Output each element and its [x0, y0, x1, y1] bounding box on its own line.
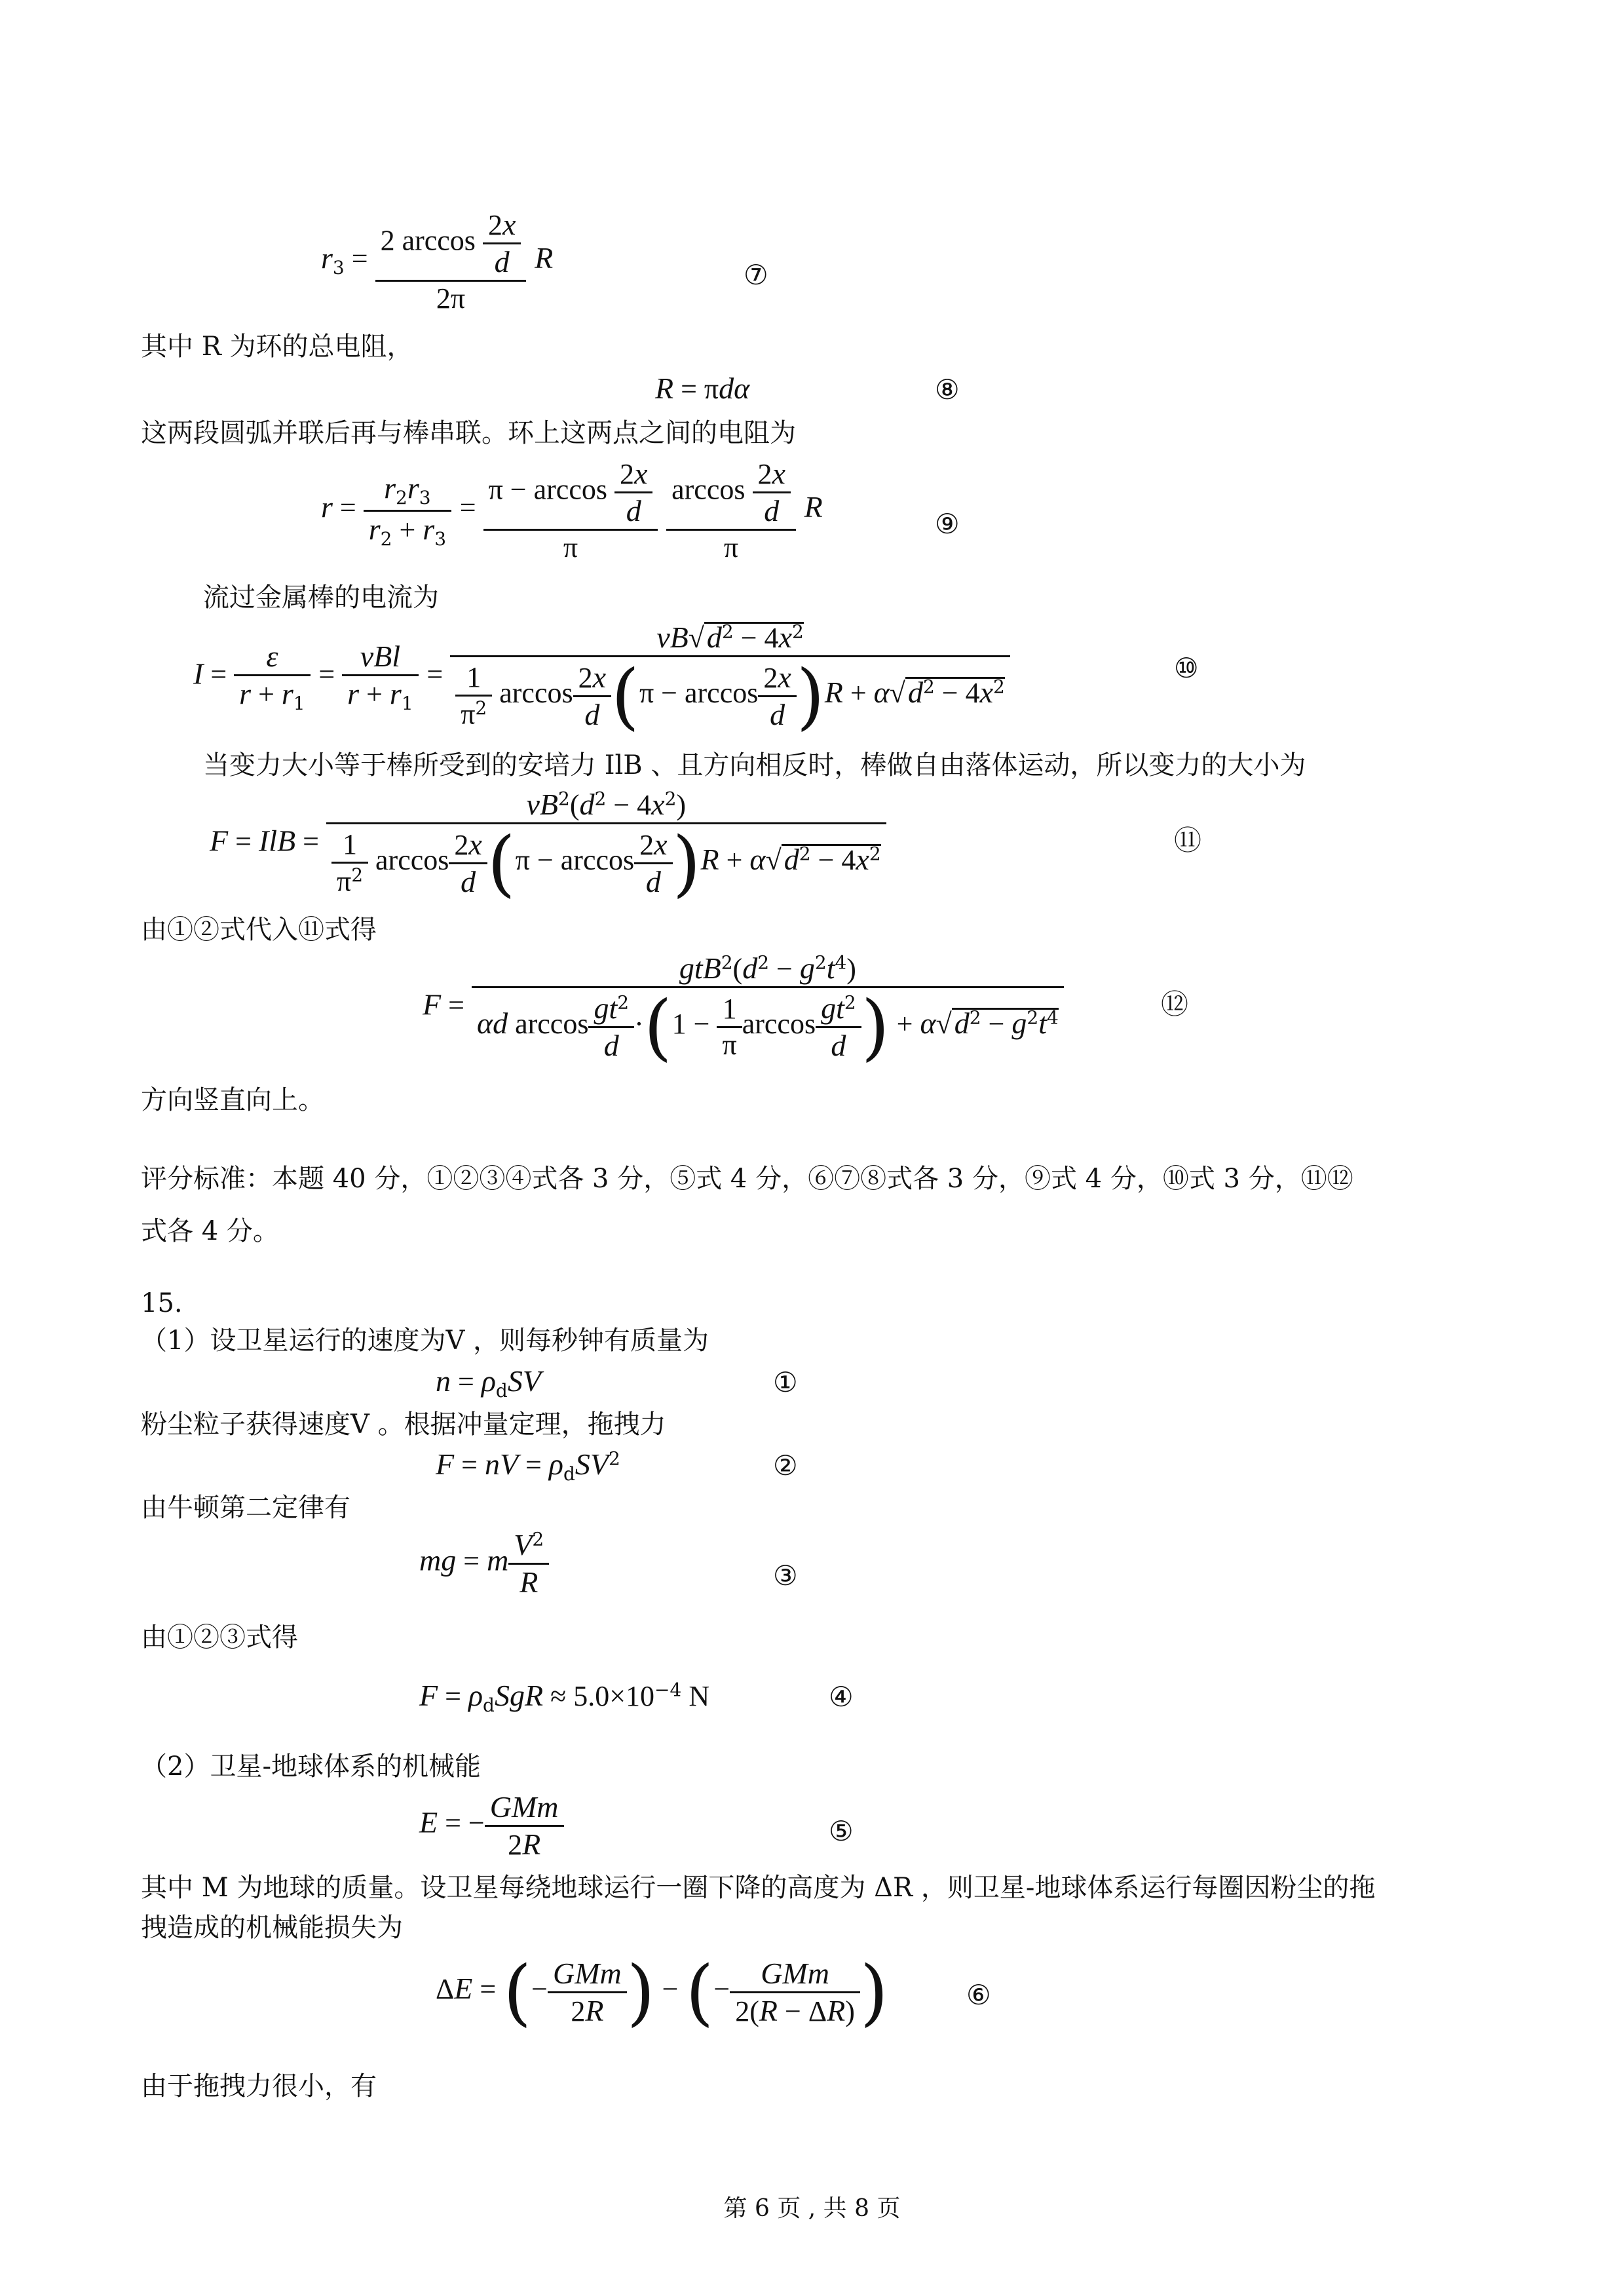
text-line: 由①②式代入⑪式得 — [141, 915, 377, 945]
equation-number-q3: ③ — [773, 1559, 798, 1592]
text-line: 流过金属棒的电流为 — [203, 583, 439, 613]
text-line: 其中 M 为地球的质量。设卫星每绕地球运行一圈下降的高度为 ΔR ，则卫星-地球体系运行每圈因粉尘的拖 — [141, 1873, 1376, 1903]
equation-q1: $n = \rho_dSV$ — [436, 1364, 541, 1402]
equation-11: F = IlB = $vB^2(d^2 - 4x^2)$ $\frac{1}{\pi^2}$ arccos $\frac{2x}{d}$ (π − arccos $\frac{2x}{d}$ )$R + \alpha√d^2 - 4x^2$ — [210, 790, 886, 899]
text-line: 方向竖直向上。 — [141, 1085, 324, 1115]
text-line: 当变力大小等于棒所受到的安培力 IlB 、且方向相反时，棒做自由落体运动，所以变力的大小为 — [203, 750, 1306, 780]
equation-number-q4: ④ — [829, 1681, 854, 1713]
page-footer: 第 6 页 , 共 8 页 — [723, 2195, 901, 2222]
text-line: （2）卫星-地球体系的机械能 — [141, 1751, 481, 1782]
text-line: 其中 R 为环的总电阻， — [141, 332, 413, 362]
equation-10: I = $\frac{\varepsilon}{r + r_1}$ = $\frac{\text{vBl}}{r + r_1}$ = $vB√d^2 - 4x^2$ $\frac{1}{\pi^2}$ arccos $\frac{2x}{d}$ (π − arccos $\frac{2x}{d}$ )$R + \alpha√d^2 - 4x^2$ — [193, 622, 1010, 732]
text-line: 这两段圆弧并联后再与棒串联。环上这两点之间的电阻为 — [141, 418, 796, 448]
equation-number-11: ⑪ — [1174, 824, 1202, 856]
equation-q6: ΔE = (− $\frac{\text{GMm}}{2R}$ ) − (− $\frac{\text{GMm}}{2(R - \Delta R)}$ ) — [436, 1950, 888, 2034]
equation-q2: F = nV = $\rho_dSV^2$ — [436, 1447, 620, 1485]
equation-number-12: ⑫ — [1161, 988, 1189, 1020]
text-line: 式各 4 分。 — [141, 1216, 279, 1246]
equation-number-9: ⑨ — [935, 508, 960, 540]
equation-number-7: ⑦ — [744, 259, 768, 291]
equation-q3: mg = m $\frac{V^2}{R}$ — [419, 1530, 549, 1598]
equation-9: r = $\frac{r_2r_3}{r_2 + r_3}$ = π − arccos $\frac{2x}{d}$ π arccos $\frac{2x}{d}$ π R — [321, 457, 823, 564]
equation-12: F = $gtB^2(d^2 - g^2t^4)$ αd arccos $\frac{gt^2}{d}$ ·(1 − $\frac{1}{\pi}$ arccos $\frac{gt^2}{d}$ ) + $\alpha√d^2 - g^2t^4$ — [423, 953, 1064, 1063]
equation-number-q1: ① — [773, 1366, 798, 1398]
equation-q4: $F = \rho_dSgR \approx 5.0\times 10^{-4}$ N — [419, 1679, 710, 1716]
equation-8: R = πdα — [655, 372, 750, 405]
grading-criteria: 评分标准：本题 40 分，①②③④式各 3 分，⑤式 4 分，⑥⑦⑧式各 3 分，⑨式 4 分，⑩式 3 分，⑪⑫ — [141, 1164, 1353, 1194]
equation-number-q2: ② — [773, 1449, 798, 1482]
text-line: 由于拖拽力很小，有 — [141, 2071, 377, 2101]
equation-number-q5: ⑤ — [829, 1815, 854, 1847]
text-line: （1）设卫星运行的速度为V ，则每秒钟有质量为 — [141, 1326, 709, 1356]
text-line: 由牛顿第二定律有 — [141, 1493, 350, 1523]
equation-7: $r_3$ = 2 arccos $\frac{2x}{d}$ 2π R — [321, 208, 554, 315]
text-line: 粉尘粒子获得速度V 。根据冲量定理，拖拽力 — [141, 1409, 666, 1440]
equation-number-8: ⑧ — [935, 373, 960, 406]
equation-number-q6: ⑥ — [966, 1979, 991, 2011]
text-line: 由①②③式得 — [141, 1622, 298, 1653]
text-line: 拽造成的机械能损失为 — [141, 1913, 403, 1943]
equation-number-10: ⑩ — [1174, 652, 1199, 684]
equation-q5: E = − $\frac{\text{GMm}}{2R}$ — [419, 1792, 564, 1860]
problem-number: 15. — [141, 1288, 183, 1318]
